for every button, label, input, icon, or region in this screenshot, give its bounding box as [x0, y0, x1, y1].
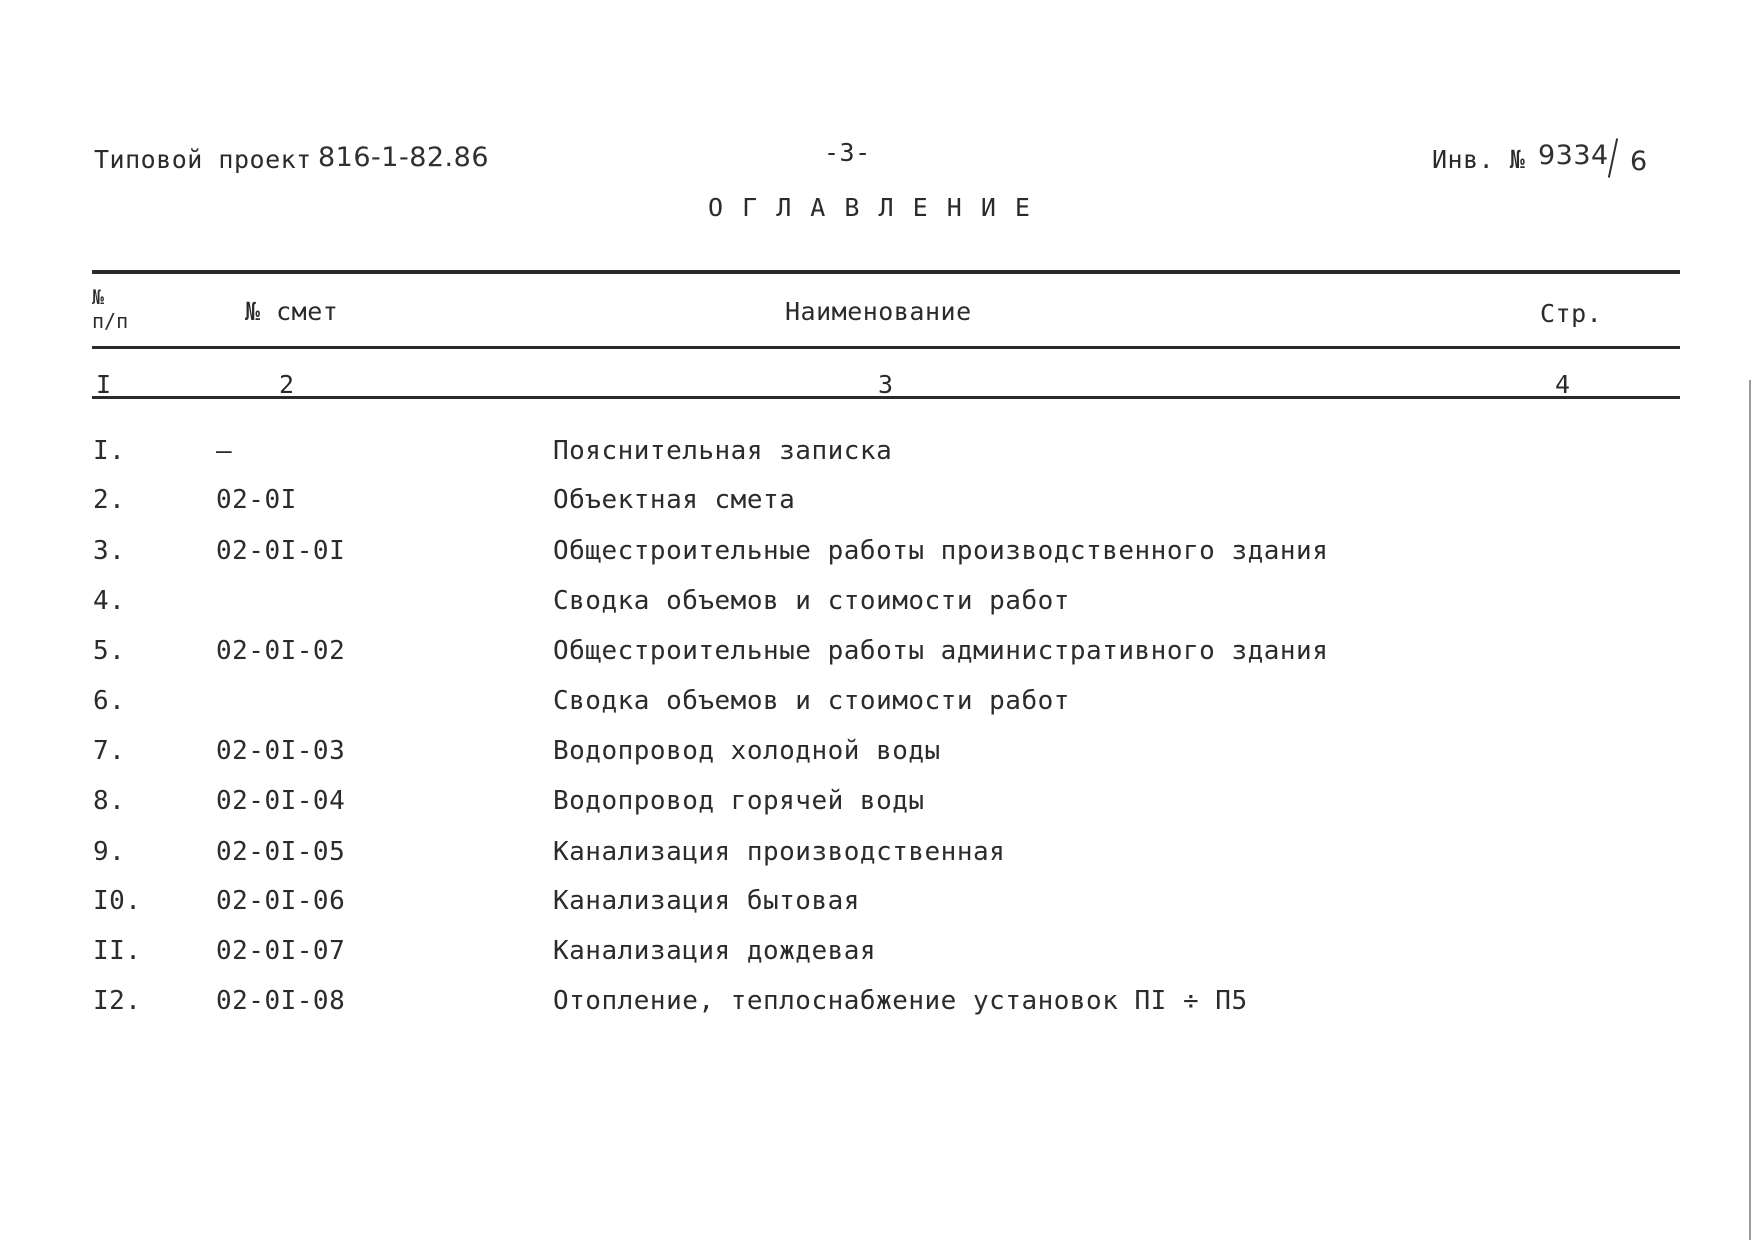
table-row — [0, 837, 1754, 877]
row-number: 6. — [93, 686, 126, 716]
table-row — [0, 886, 1754, 926]
document-title: О Г Л А В Л Е Н И Е — [708, 193, 1032, 222]
item-name: Канализация производственная — [553, 837, 1006, 867]
row-number: 4. — [93, 586, 126, 616]
column-header-name: Наименование — [785, 297, 972, 326]
item-name: Сводка объемов и стоимости работ — [553, 686, 1070, 716]
item-name: Канализация бытовая — [553, 886, 860, 916]
inventory-number: 9334 — [1538, 140, 1609, 171]
column-number-1: I — [96, 370, 112, 399]
row-number: I2. — [93, 986, 142, 1016]
table-row — [0, 936, 1754, 976]
column-number-3: 3 — [878, 370, 894, 399]
item-name: Общестроительные работы производственного здания — [553, 536, 1329, 566]
column-number-4: 4 — [1555, 370, 1571, 399]
table-top-rule — [92, 270, 1680, 274]
estimate-code: 02-0I-03 — [216, 736, 346, 766]
table-row — [0, 986, 1754, 1026]
table-row — [0, 485, 1754, 525]
row-number: 3. — [93, 536, 126, 566]
column-number-2: 2 — [279, 370, 295, 399]
estimate-code: 02-0I-02 — [216, 636, 346, 666]
estimate-code: 02-0I-06 — [216, 886, 346, 916]
item-name: Пояснительная записка — [553, 436, 893, 466]
row-number: 9. — [93, 837, 126, 867]
estimate-code: 02-0I-08 — [216, 986, 346, 1016]
row-number: II. — [93, 936, 142, 966]
estimate-code: 02-0I — [216, 485, 297, 515]
table-row — [0, 736, 1754, 776]
estimate-code: 02-0I-04 — [216, 786, 346, 816]
item-name: Водопровод холодной воды — [553, 736, 941, 766]
table-row — [0, 636, 1754, 676]
scan-edge-line — [1749, 380, 1751, 1240]
row-number: 8. — [93, 786, 126, 816]
estimate-code: 02-0I-05 — [216, 837, 346, 867]
column-header-code: № смет — [245, 297, 339, 326]
row-number: I0. — [93, 886, 142, 916]
row-number: I. — [93, 436, 126, 466]
project-label: Типовой проект — [94, 145, 312, 174]
item-name: Водопровод горячей воды — [553, 786, 925, 816]
table-row — [0, 436, 1754, 476]
item-name: Общестроительные работы административного здания — [553, 636, 1329, 666]
item-name: Канализация дождевая — [553, 936, 877, 966]
estimate-code: 02-0I-07 — [216, 936, 346, 966]
table-row — [0, 536, 1754, 576]
table-row — [0, 586, 1754, 626]
estimate-code: – — [216, 436, 233, 466]
project-number: 816-1-82.86 — [318, 142, 489, 173]
page-marker: -3- — [824, 138, 871, 167]
table-row — [0, 786, 1754, 826]
inventory-sheet: 6 — [1630, 146, 1648, 177]
estimate-code: 02-0I-0I — [216, 536, 346, 566]
item-name: Отопление, теплоснабжение установок ПI ÷ П5 — [553, 986, 1248, 1016]
row-number: 2. — [93, 485, 126, 515]
column-header-num: № п/п — [92, 285, 129, 333]
item-name: Сводка объемов и стоимости работ — [553, 586, 1070, 616]
column-header-page: Стр. — [1540, 299, 1603, 328]
row-number: 7. — [93, 736, 126, 766]
table-row — [0, 686, 1754, 726]
inventory-label: Инв. № — [1432, 145, 1526, 174]
header-bottom-rule — [92, 346, 1680, 349]
inventory-slash — [1608, 138, 1618, 178]
item-name: Объектная смета — [553, 485, 796, 515]
row-number: 5. — [93, 636, 126, 666]
